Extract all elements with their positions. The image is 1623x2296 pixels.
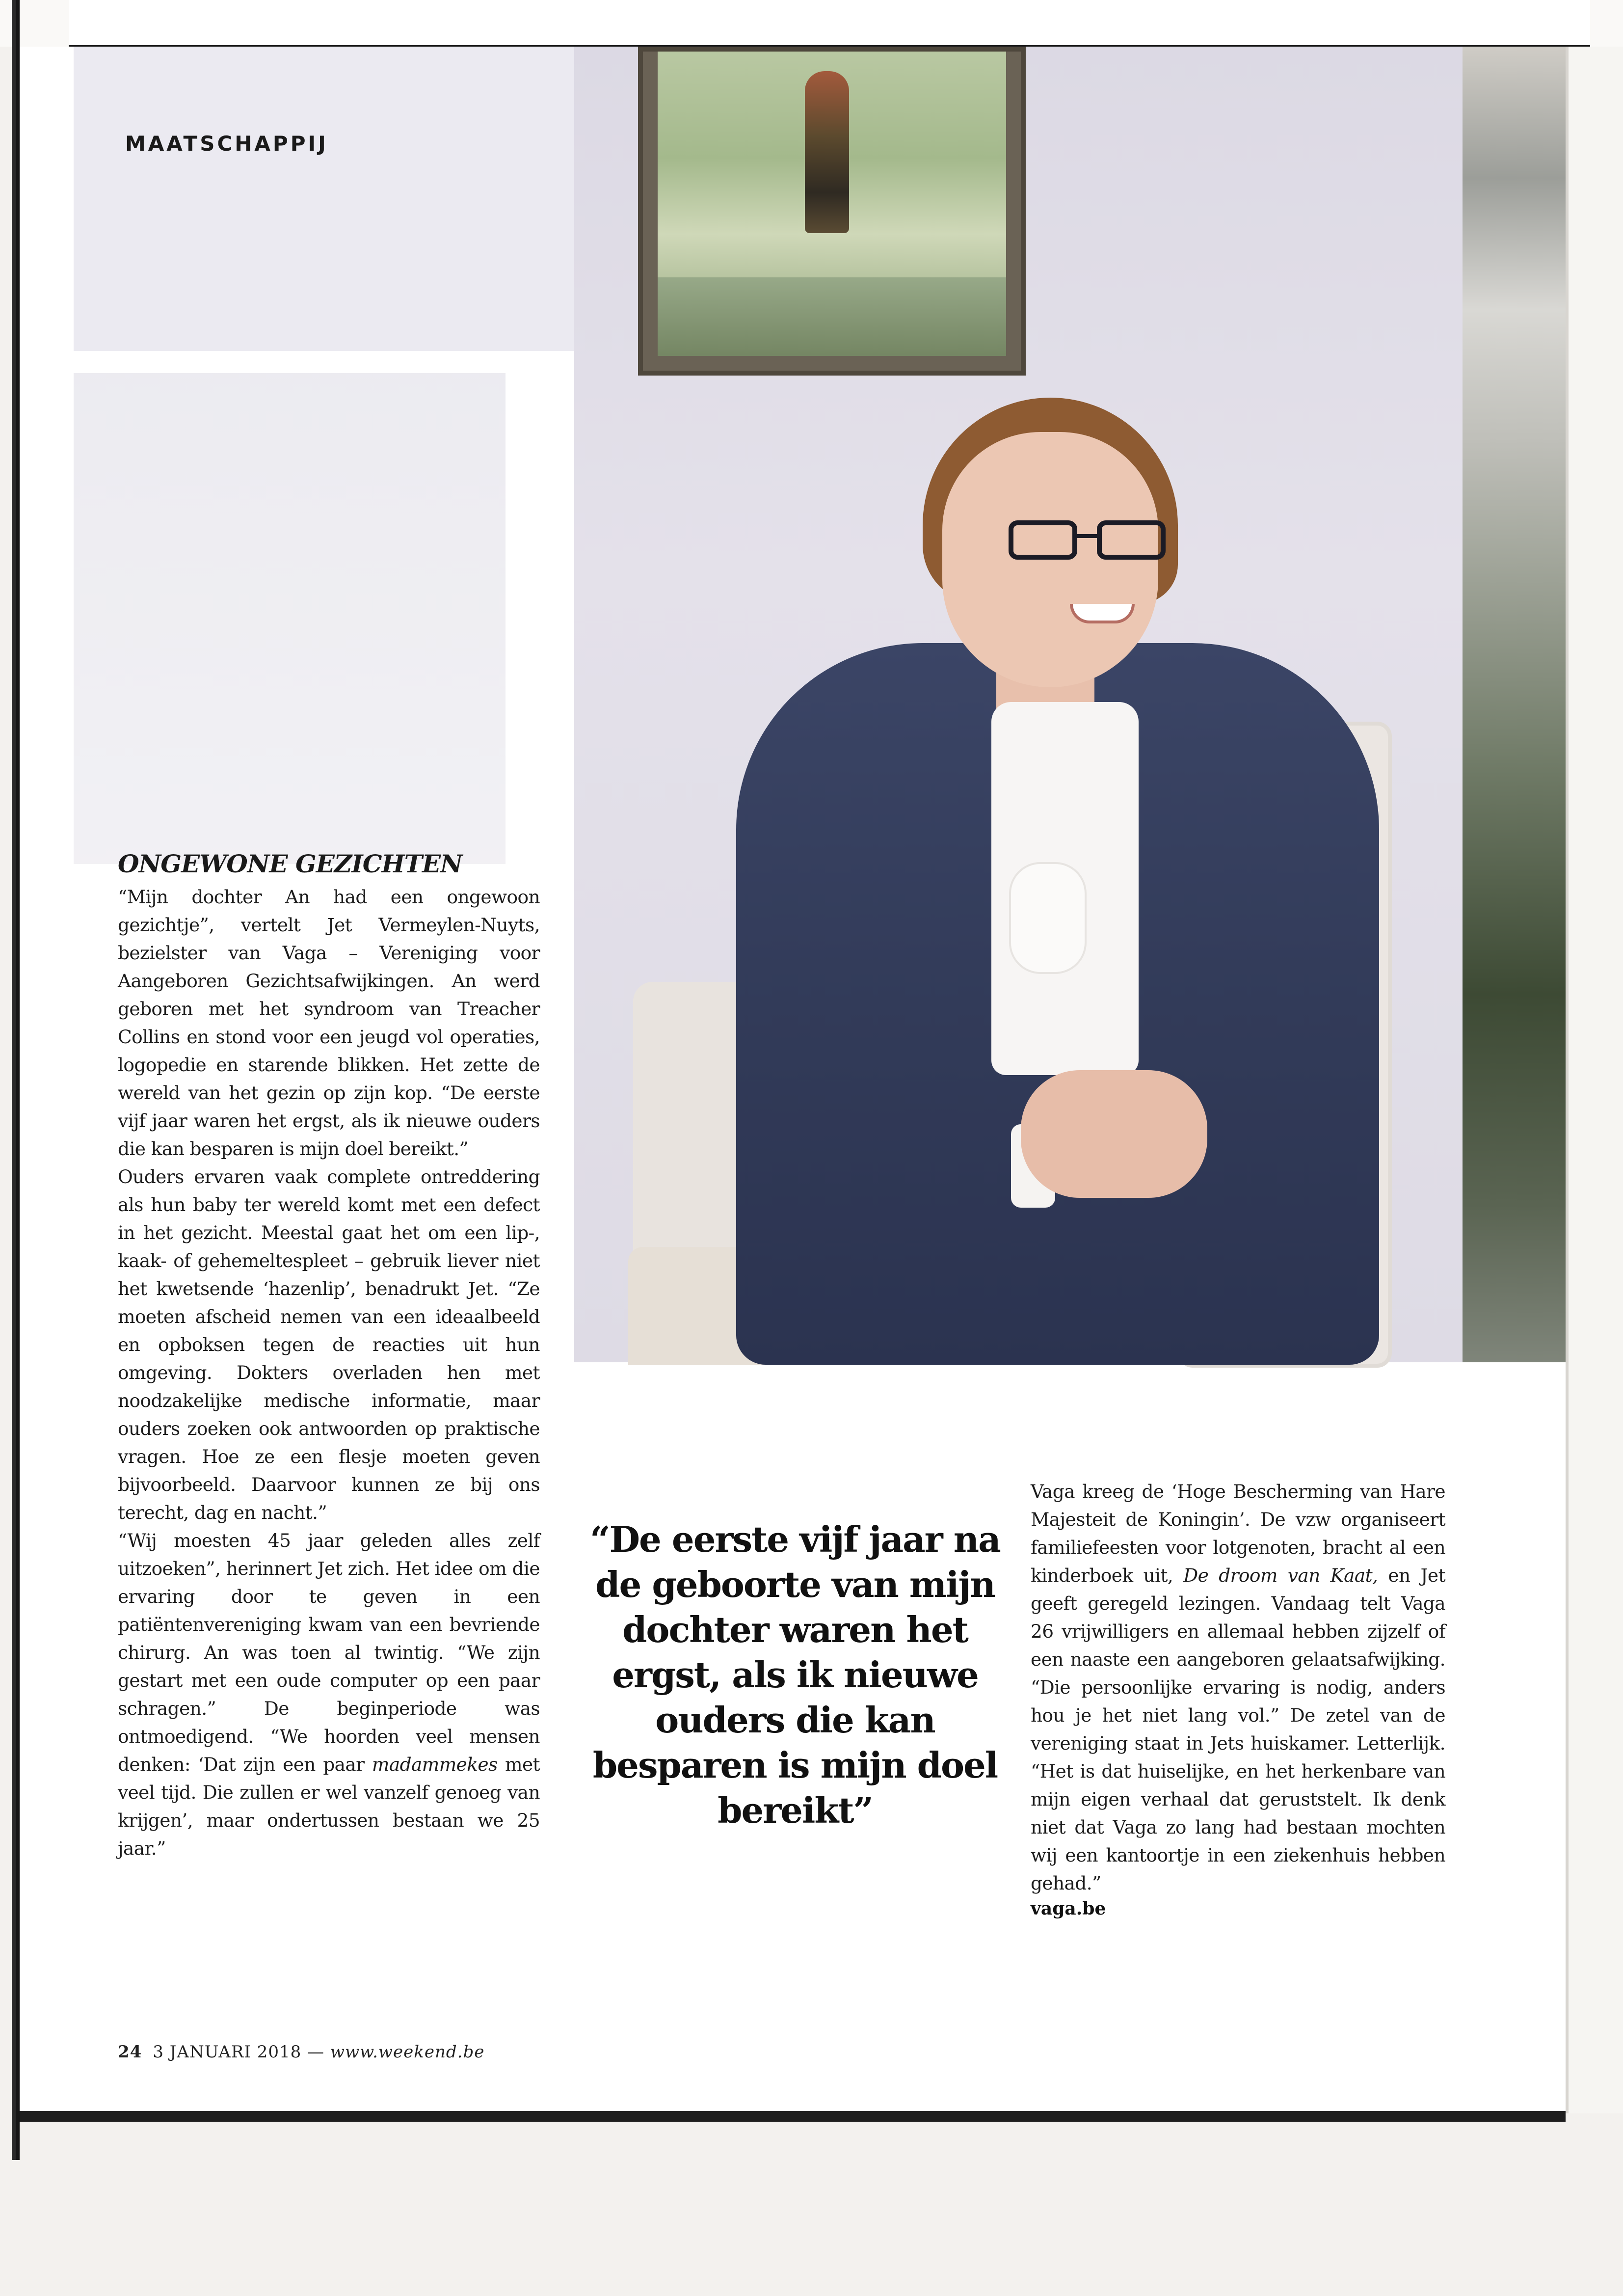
page-number: 24 (118, 2042, 142, 2062)
painting-ground (658, 277, 1006, 356)
show-through-area (74, 47, 574, 351)
blouse-bow (1011, 864, 1085, 972)
painting (658, 52, 1006, 356)
paragraph-2: Ouders ervaren vaak complete ontreddering als hun baby ter wereld komt met een defect in het gezicht. Meestal gaat het om een lip-, kaak- of gehemeltespleet – gebruik liever niet het kwetsende ‘hazenlip’, benadrukt Jet. “Ze moeten afscheid nemen van een ideaalbeeld en opboksen tegen de reacties uit hun omgeving. Dokters overladen hen met noodzakelijke medische informatie, maar ouders zoeken ook antwoorden op praktische vragen. Hoe ze een flesje moeten geven bijvoorbeeld. Daarvoor kunnen ze bij ons terecht, dag en nacht.” (118, 1166, 540, 1523)
previous-page-edge (69, 0, 1590, 48)
photo-right-strip (1463, 47, 1566, 1362)
article-subhead: ONGEWONE GEZICHTEN (118, 849, 462, 878)
glasses-icon (1009, 520, 1175, 566)
article-left-column (118, 849, 540, 1863)
paragraph-1: “Mijn dochter An had een ongewoon gezichtje”, vertelt Jet Vermeylen-Nuyts, bezielster van Vaga – Vereniging voor Aangeboren Gezichtsafwijkingen. An werd geboren met het syndroom van Treacher Collins en stond voor een jeugd vol operaties, logopedie en starende blikken. Het zette de wereld van het gezin op zijn kop. “De eerste vijf jaar waren het ergst, als ik nieuwe ouders die kan besparen is mijn doel bereikt.” (118, 886, 540, 1160)
section-label: MAATSCHAPPIJ (125, 132, 328, 156)
footer-url[interactable]: www.weekend.be (330, 2042, 485, 2062)
painting-frame (638, 47, 1026, 376)
paragraph-right: Vaga kreeg de ‘Hoge Bescherming van Hare Majesteit de Koningin’. De vzw organiseert familiefeesten voor lotgenoten, bracht al een kinderboek uit, De droom van Kaat, en Jet geeft geregeld lezingen. Vandaag telt Vaga 26 vrijwilligers en allemaal hebben zijzelf of een naaste een aangeboren gelaatsafwijking. “Die persoonlijke ervaring is nodig, anders hou je het niet lang vol.” De zetel van de vereniging staat in Jets huiskamer. Letterlijk. “Het is dat huiselijke, en het herkenbare van mijn eigen verhaal dat geruststelt. Ik denk niet dat Vaga zo lang had bestaan mochten wij een kantoortje in een ziekenhuis hebben gehad.” (1031, 1481, 1445, 1894)
pull-quote: “De eerste vijf jaar na de geboorte van mijn dochter waren het ergst, als ik nieuwe ouders die kan besparen is mijn doel bereikt” (590, 1518, 1000, 1831)
left-binding-edge (12, 0, 20, 2160)
show-through-text (74, 373, 506, 864)
issue-date: 3 JANUARI 2018 — (153, 2042, 330, 2062)
woman-hands (1021, 1070, 1207, 1198)
painting-figure (805, 71, 849, 233)
source-link[interactable]: vaga.be (1031, 1898, 1106, 1919)
woman-smile (1070, 604, 1135, 623)
page-footer (118, 2042, 484, 2062)
page-bottom-edge (20, 2111, 1566, 2122)
article-right-column (1031, 1478, 1445, 1919)
paragraph-3: “Wij moesten 45 jaar geleden alles zelf uitzoeken”, herinnert Jet zich. Het idee om die ervaring door te geven in een patiëntenvereniging kwam van een bevriende chirurg. An was toen al twintig. “We zijn gestart met een oude computer op een paar schragen.” De beginperiode was ontmoedigend. “We hoorden veel mensen denken: ‘Dat zijn een paar madammekes met veel tijd. Die zullen er wel vanzelf genoeg van krijgen’, maar ondertussen bestaan we 25 jaar.” (118, 1530, 540, 1859)
